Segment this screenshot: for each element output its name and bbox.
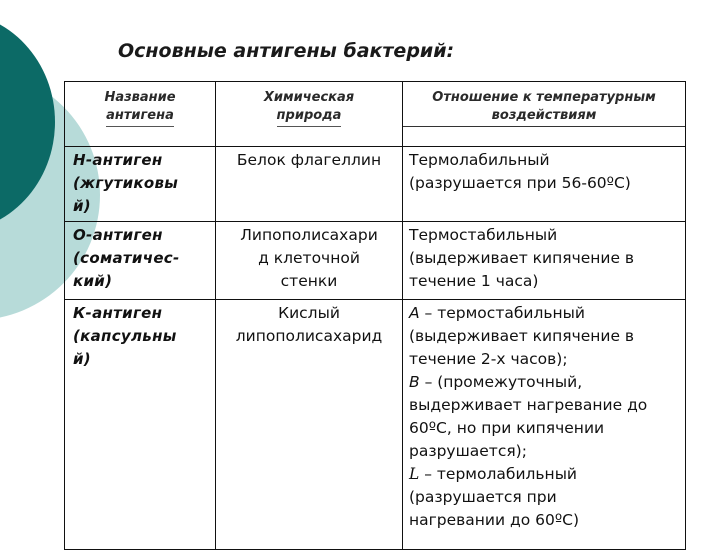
row-k-name	[65, 300, 216, 550]
slide-title: Основные антигены бактерий:	[118, 40, 455, 62]
temperature-text: нагревании до 60ºС)	[409, 511, 580, 529]
header-temperature	[403, 82, 686, 147]
header-name	[65, 82, 216, 147]
temperature-text: разрушается);	[409, 442, 527, 460]
header-chem-line2: природа	[277, 107, 342, 127]
antigen-name: О-антиген	[73, 226, 163, 244]
antigen-name-detail: (соматичес-	[73, 249, 180, 267]
temperature-text: течение 1 часа)	[409, 272, 539, 290]
antigens-table	[64, 81, 686, 550]
chemistry-text: Липополисахари	[240, 226, 378, 244]
row-k-temperature	[403, 300, 686, 550]
table-row	[65, 222, 686, 300]
row-h-chemistry	[216, 147, 403, 222]
chemistry-text: д клеточной	[258, 249, 360, 267]
row-o-temperature	[403, 222, 686, 300]
antigen-name-detail: й)	[73, 197, 91, 215]
temperature-text: Термостабильный	[409, 226, 558, 244]
temperature-text: (выдерживает кипячение в	[409, 249, 635, 267]
temperature-text: выдерживает нагревание до	[409, 396, 648, 414]
temperature-text: (разрушается при 56-60ºС)	[409, 174, 631, 192]
temperature-text: (разрушается при	[409, 488, 557, 506]
header-chemistry	[216, 82, 403, 147]
header-temp-line2: воздействиям	[403, 107, 685, 127]
temperature-text: 60ºС, но при кипячении	[409, 419, 605, 437]
chemistry-text: стенки	[280, 272, 338, 290]
chemistry-text: Кислый	[278, 304, 340, 322]
variant-a-letter: А	[409, 304, 420, 322]
table-row	[65, 300, 686, 550]
row-o-name	[65, 222, 216, 300]
temperature-text: – термолабильный	[419, 465, 578, 483]
temperature-text: течение 2-х часов);	[409, 350, 568, 368]
row-h-temperature	[403, 147, 686, 222]
header-name-line2: антигена	[106, 107, 174, 127]
antigen-name-detail: (капсульны	[73, 327, 177, 345]
temperature-text: Термолабильный	[409, 151, 550, 169]
temperature-text: (выдерживает кипячение в	[409, 327, 635, 345]
chemistry-text: липополисахарид	[235, 327, 383, 345]
antigen-name: Н-антиген	[73, 151, 163, 169]
antigen-name: К-антиген	[73, 304, 163, 322]
variant-b-letter: В	[409, 373, 420, 391]
table-row	[65, 147, 686, 222]
temperature-text: – термостабильный	[419, 304, 585, 322]
temperature-text: – (промежуточный,	[419, 373, 583, 391]
row-o-chemistry	[216, 222, 403, 300]
chemistry-text: Белок флагеллин	[236, 151, 382, 169]
header-temp-line1: Отношение к температурным	[432, 90, 656, 105]
header-chem-line1: Химическая	[263, 90, 355, 105]
table-header-row	[65, 82, 686, 147]
antigen-name-detail: кий)	[73, 272, 113, 290]
row-k-chemistry	[216, 300, 403, 550]
row-h-name	[65, 147, 216, 222]
antigen-name-detail: й)	[73, 350, 91, 368]
antigen-name-detail: (жгутиковы	[73, 174, 179, 192]
header-name-line1: Название	[104, 90, 176, 105]
variant-l-letter: L	[409, 465, 420, 483]
